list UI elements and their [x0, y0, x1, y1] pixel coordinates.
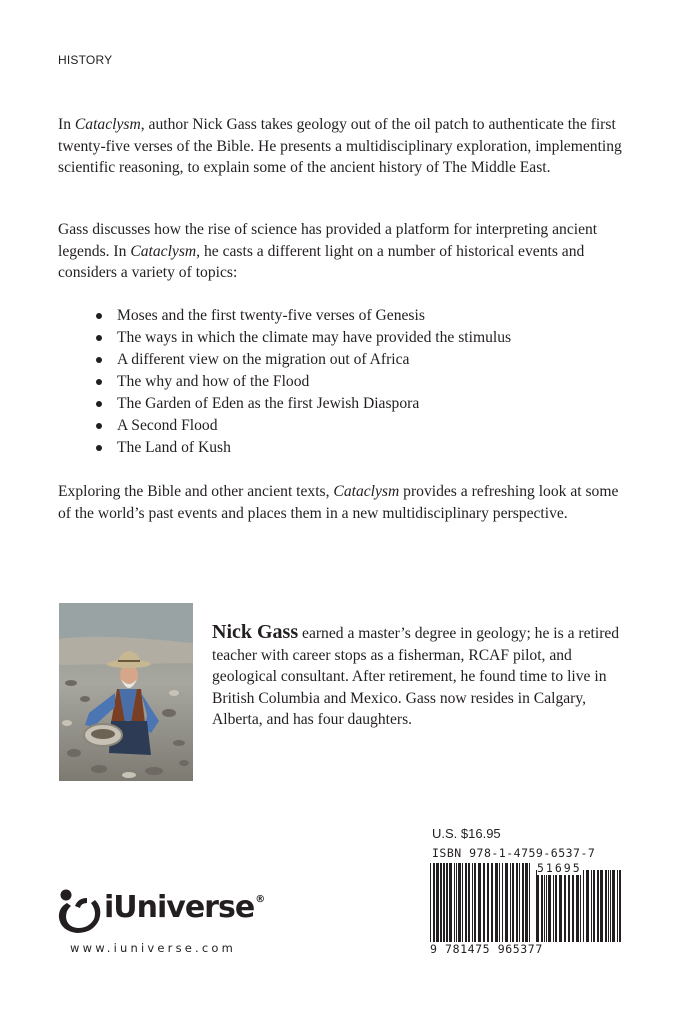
price-label: U.S. $16.95 [432, 826, 501, 841]
barcode-bar [576, 870, 579, 942]
barcode-bar [583, 870, 584, 942]
barcode-bar [568, 870, 570, 942]
author-photo [59, 603, 193, 781]
barcode-bar [544, 870, 545, 942]
barcode-bar [454, 863, 455, 943]
barcode-bar [593, 870, 595, 942]
ean-barcode [430, 863, 530, 945]
topic-item: A Second Flood [96, 415, 511, 437]
barcode-bar [559, 870, 562, 942]
barcode-bar [502, 863, 503, 943]
publisher-name: iUniverse [104, 890, 255, 925]
text-run: provides a refreshing look at some of the world’s past events and places them in a new multidisciplinary perspective. [58, 483, 619, 522]
topics-list [96, 305, 511, 459]
barcode-bar [487, 863, 489, 943]
barcode-bar [536, 870, 539, 942]
barcode-bar [462, 863, 463, 943]
barcode-bar [529, 863, 530, 943]
barcode-bar [597, 870, 599, 942]
barcode-bar [553, 870, 554, 942]
barcode-bar [472, 863, 473, 943]
barcode-bar [443, 863, 445, 943]
publisher-logo [58, 886, 278, 938]
barcode-bar [512, 863, 514, 943]
barcode-bar [458, 863, 461, 943]
barcode-bar [478, 863, 481, 943]
barcode-bar [600, 870, 603, 942]
topic-item: The Garden of Eden as the first Jewish Diaspora [96, 393, 511, 415]
text-run: he casts a different light on a number of historical events and considers a variety of topics: [58, 242, 585, 281]
author-name: Nick Gass [212, 621, 299, 643]
barcode-bar [430, 863, 431, 943]
addon-digits: 51695 [537, 861, 582, 875]
barcode-bar [519, 863, 520, 943]
description-paragraph-3 [58, 481, 628, 524]
text-run: Cataclysm, [130, 242, 201, 260]
iuniverse-logo-icon [58, 886, 102, 934]
barcode-bar [541, 870, 543, 942]
text-run: In [58, 116, 75, 133]
isbn-label: ISBN 978-1-4759-6537-7 [432, 846, 596, 860]
barcode-bar [499, 863, 500, 943]
barcode-bar [433, 863, 435, 943]
category-label: HISTORY [58, 53, 113, 67]
barcode-bar [564, 870, 566, 942]
barcode-bar [591, 870, 592, 942]
author-bio-text: earned a master’s degree in geology; he is a retired teacher with career stops as a fisherman, RCAF pilot, and geological consultant. After retirement, he found time to live in British Columbia and Mexico. Gass now resides in Calgary, Alberta, and has four daughters. [212, 625, 620, 728]
barcode-bar [586, 870, 589, 942]
description-paragraph-1 [58, 114, 628, 179]
barcode-bar [525, 863, 528, 943]
topic-item: Moses and the first twenty-five verses of Genesis [96, 305, 511, 327]
text-run: Cataclysm [74, 116, 141, 133]
text-run: , author Nick Gass takes geology out of the oil patch to authenticate the first twenty-five verses of the Bible. He presents a multidisciplinary exploration, implementing scientific reasoning, to explain some of the ancient history of The Middle East. [58, 116, 622, 176]
registered-mark: ® [255, 894, 265, 905]
barcode-bar [619, 870, 621, 942]
topic-item: The why and how of the Flood [96, 371, 511, 393]
barcode-bar [446, 863, 448, 943]
text-run: Exploring the Bible and other ancient texts, [58, 483, 334, 500]
text-run: Gass discusses how the rise of science has provided a platform for interpreting ancient legends. In [58, 221, 598, 260]
topic-item: The ways in which the climate may have provided the stimulus [96, 327, 511, 349]
barcode-bar [555, 870, 557, 942]
barcode-bar [605, 870, 607, 942]
barcode-bar [516, 863, 518, 943]
barcode-bar [495, 863, 498, 943]
barcode-bar [449, 863, 452, 943]
publisher-website: www.iuniverse.com [70, 941, 237, 955]
barcode-bar [468, 863, 470, 943]
barcode-bar [522, 863, 524, 943]
topic-item: The Land of Kush [96, 437, 511, 459]
barcode-bar [546, 870, 547, 942]
barcode-bar [548, 870, 551, 942]
author-bio [212, 622, 630, 731]
barcode-bar [612, 870, 615, 942]
barcode-bar [505, 863, 508, 943]
barcode-bar [610, 870, 611, 942]
barcode-bar [483, 863, 485, 943]
topic-item: A different view on the migration out of Africa [96, 349, 511, 371]
price-addon-barcode [536, 866, 622, 942]
barcode-bar [608, 870, 609, 942]
description-paragraph-2 [58, 219, 628, 284]
barcode-bar [580, 870, 581, 942]
text-run: Cataclysm [333, 483, 400, 500]
barcode-bar [474, 863, 476, 943]
barcode-bar [617, 870, 618, 942]
barcode-bar [436, 863, 439, 943]
barcode-digits: 9 781475 965377 [430, 942, 543, 956]
barcode-bar [465, 863, 467, 943]
barcode-bar [491, 863, 493, 943]
barcode-bar [440, 863, 442, 943]
barcode-bar [456, 863, 457, 943]
barcode-bar [572, 870, 574, 942]
barcode-bar [510, 863, 511, 943]
